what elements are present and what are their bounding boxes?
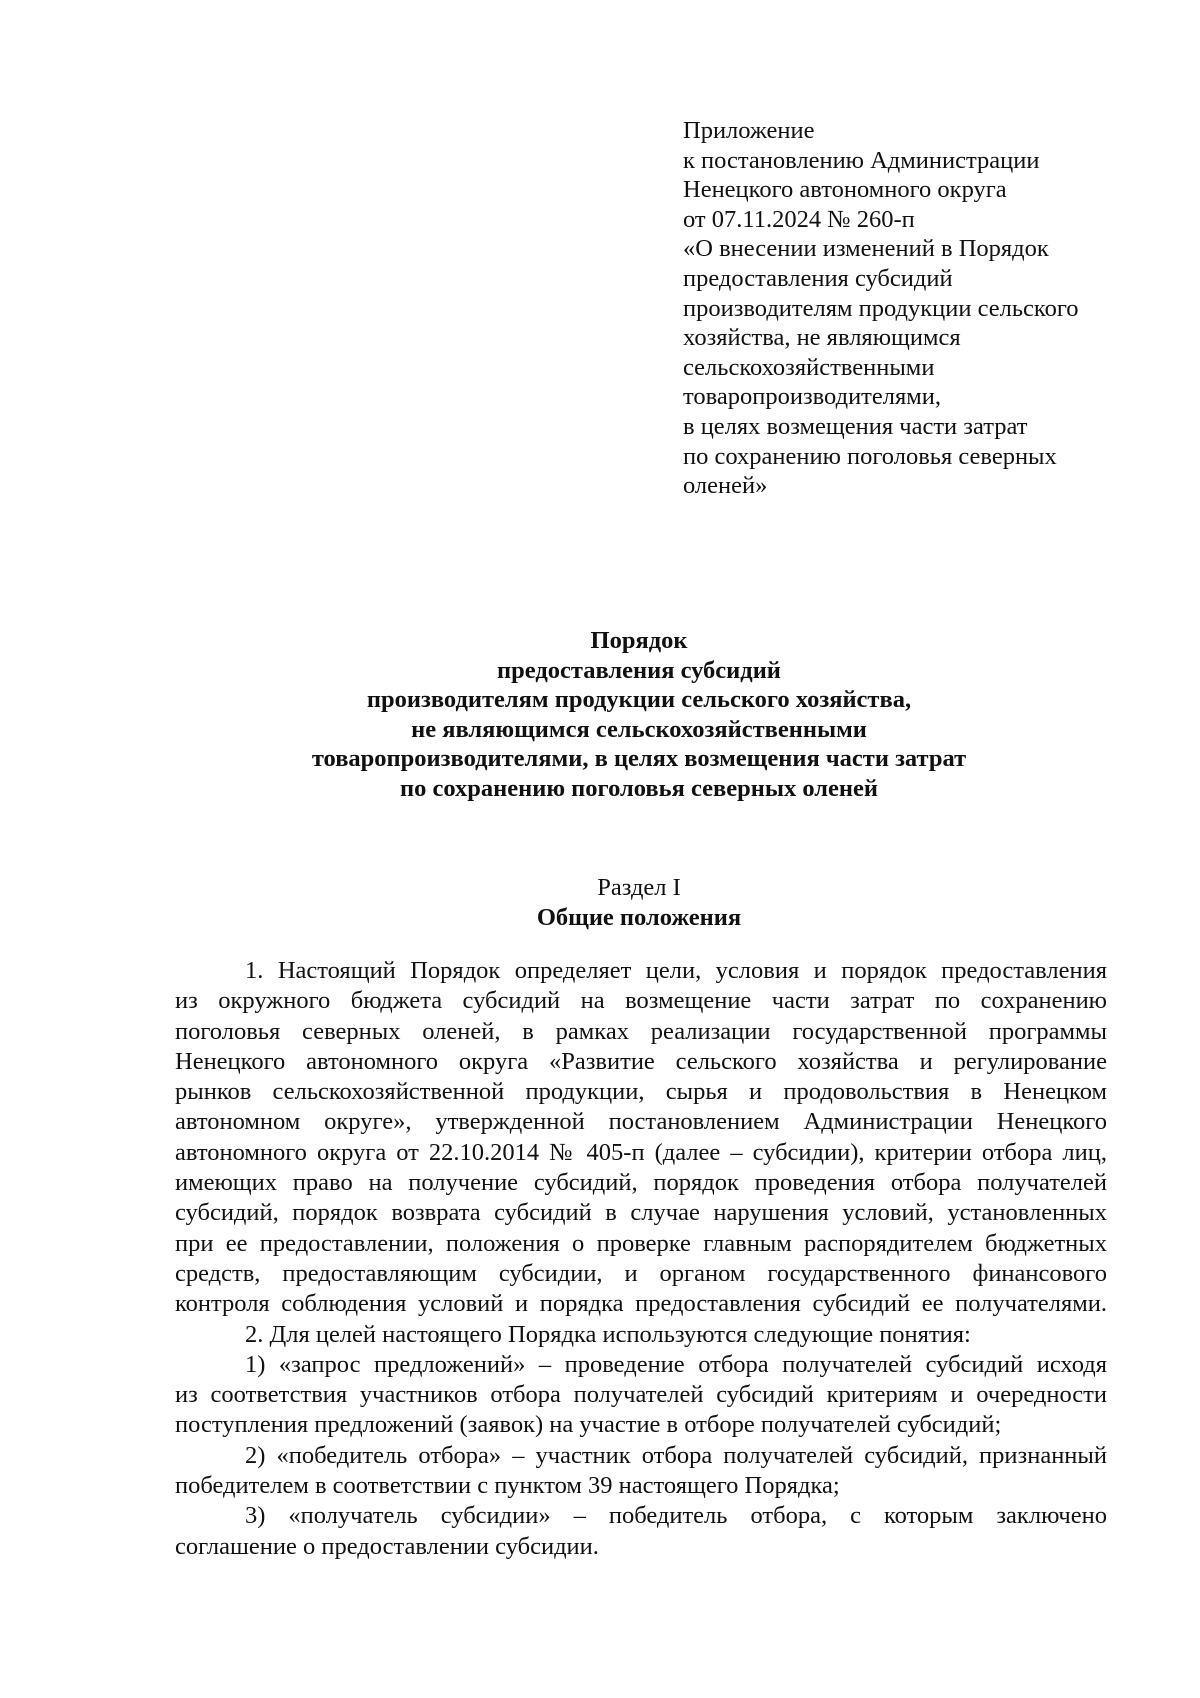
title-line: не являющимся сельскохозяйственными — [411, 715, 867, 743]
section-name: Общие положения — [536, 904, 742, 931]
paragraph-line: 1) «запрос предложений» – проведение отбора получателей субсидий исходя — [245, 1350, 1107, 1378]
paragraph-line: соглашение о предоставлении субсидии. — [175, 1532, 599, 1560]
title-line: Порядок — [590, 627, 688, 654]
appendix-line: по сохранению поголовья северных — [683, 442, 1057, 470]
paragraph-line: при ее предоставлении, положения о проверке главным распорядителем бюджетных — [175, 1229, 1107, 1257]
paragraph-line: поголовья северных оленей, в рамках реализации государственной программы — [175, 1017, 1107, 1045]
paragraph-line: поступления предложений (заявок) на участие в отборе получателей субсидий; — [175, 1411, 1002, 1439]
title-line: предоставления субсидий — [497, 656, 781, 684]
document-body — [175, 956, 1107, 1562]
document-title — [180, 626, 1098, 803]
appendix-line: оленей» — [683, 472, 768, 500]
paragraph-line: имеющих право на получение субсидий, порядок проведения отбора получателей — [175, 1169, 1107, 1197]
paragraph-line: из соответствия участников отбора получателей субсидий критериям и очередности — [175, 1381, 1107, 1409]
paragraph-line: автономного округа от 22.10.2014 № 405-п (далее – субсидии), критерии отбора лиц, — [175, 1138, 1107, 1166]
paragraph-line: победителем в соответствии с пунктом 39 настоящего Порядка; — [175, 1472, 840, 1500]
section-heading — [180, 873, 1098, 933]
appendix-line: производителям продукции сельского — [683, 294, 1079, 322]
paragraph-line: рынков сельскохозяйственной продукции, сырья и продовольствия в Ненецком — [175, 1078, 1107, 1106]
title-line: по сохранению поголовья северных оленей — [399, 774, 878, 802]
paragraph-line: контроля соблюдения условий и порядка предоставления субсидий ее получателями. — [175, 1290, 1107, 1318]
appendix-line: Ненецкого автономного округа — [683, 176, 1007, 204]
paragraph-line: автономном округе», утвержденной постановлением Администрации Ненецкого — [175, 1108, 1107, 1136]
appendix-line: хозяйства, не являющимся — [683, 324, 961, 352]
appendix-line: «О внесении изменений в Порядок — [683, 235, 1049, 263]
appendix-line: предоставления субсидий — [683, 264, 953, 292]
paragraph-line: 2. Для целей настоящего Порядка используются следующие понятия: — [245, 1320, 971, 1348]
title-line: производителям продукции сельского хозяйства, — [366, 686, 912, 713]
appendix-block — [683, 116, 1153, 501]
paragraph-line: 2) «победитель отбора» – участник отбора получателей субсидий, признанный — [245, 1441, 1107, 1469]
appendix-line: сельскохозяйственными — [683, 353, 935, 381]
title-line: товаропроизводителями, в целях возмещения части затрат — [311, 745, 967, 772]
paragraph-line: 3) «получатель субсидии» – победитель отбора, с которым заключено — [245, 1502, 1107, 1530]
appendix-line: от 07.11.2024 № 260-п — [683, 205, 915, 233]
section-number: Раздел I — [597, 874, 681, 901]
appendix-line: товаропроизводителями, — [683, 383, 941, 411]
appendix-line: к постановлению Администрации — [683, 146, 1040, 174]
paragraph-line: субсидий, порядок возврата субсидий в случае нарушения условий, установленных — [175, 1199, 1107, 1227]
appendix-line: Приложение — [683, 117, 815, 144]
paragraph-line: 1. Настоящий Порядок определяет цели, условия и порядок предоставления — [245, 957, 1107, 984]
paragraph-line: средств, предоставляющим субсидии, и органом государственного финансового — [175, 1259, 1107, 1287]
appendix-line: в целях возмещения части затрат — [683, 412, 1028, 440]
paragraph-line: из окружного бюджета субсидий на возмещение части затрат по сохранению — [175, 987, 1107, 1015]
paragraph-line: Ненецкого автономного округа «Развитие сельского хозяйства и регулирование — [175, 1047, 1107, 1075]
